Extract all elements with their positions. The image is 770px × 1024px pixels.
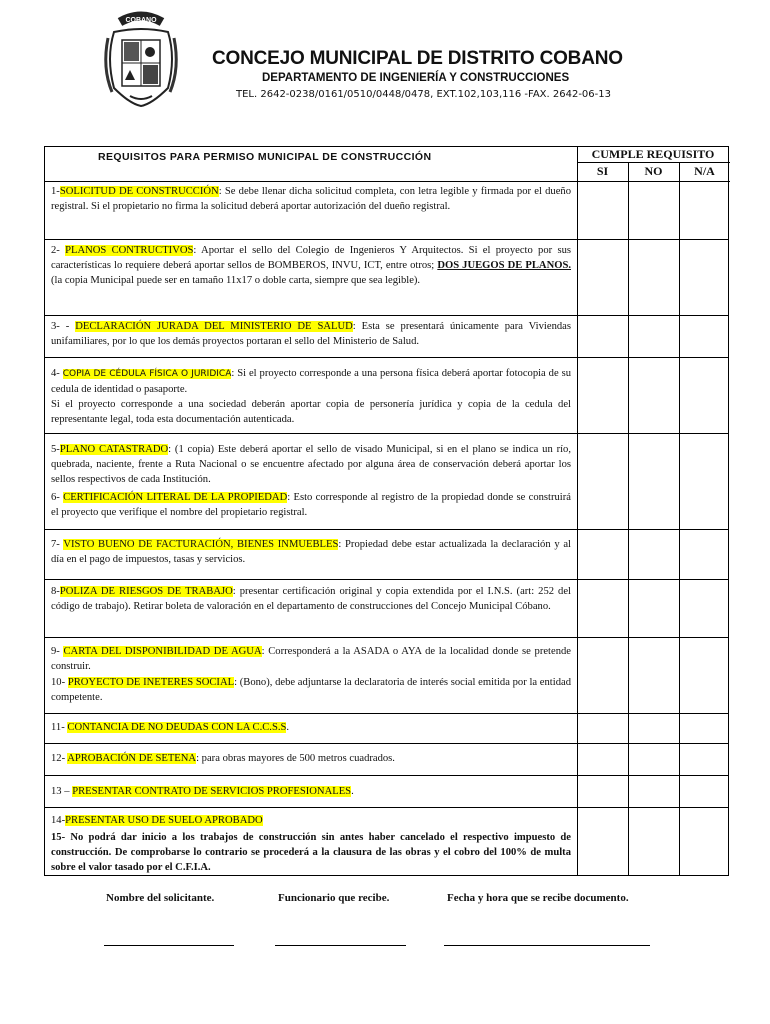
requirement-title: APROBACIÓN DE SETENA [67, 753, 197, 764]
requirement-row-8 [44, 580, 577, 638]
checkbox-row[interactable] [577, 434, 729, 530]
checkbox-row[interactable] [577, 240, 729, 316]
municipal-coat-of-arms [100, 8, 182, 108]
checkbox-row[interactable] [577, 580, 729, 638]
requirement-text: 1-SOLICITUD DE CONSTRUCCIÓN: Se debe llenar dicha solicitud completa, con letra legible y firmada por el dueño registral. Si el propietario no firma la solicitud deberá aportar autorización del dueño registral. [51, 186, 572, 212]
requirement-row-11 [44, 714, 577, 744]
department-name: DEPARTAMENTO DE INGENIERÍA Y CONSTRUCCIONES [262, 72, 570, 84]
column-na: N/A [679, 162, 730, 182]
checkbox-row[interactable] [577, 776, 729, 808]
official-signature-line[interactable] [275, 945, 406, 946]
checkbox-row[interactable] [577, 358, 729, 434]
requirement-row-12 [44, 744, 577, 776]
requirement-text: 11- CONTANCIA DE NO DEUDAS CON LA C.C.S.S. [51, 722, 290, 733]
checkbox-row[interactable] [577, 316, 729, 358]
official-signature-label: Funcionario que recibe. [278, 892, 390, 904]
checkbox-row[interactable] [577, 744, 729, 776]
requirement-row-2 [44, 240, 577, 316]
datetime-signature-line[interactable] [444, 945, 650, 946]
construction-tax-notice: 15- No podrá dar inicio a los trabajos de construcción sin antes haber cancelado el respectivo impuesto de construcción. De comprobarse lo contrario se procederá a la clausura de las obras y el cobro del 100% de multa sobre el valor tasado por el C.F.I.A. [51, 832, 571, 873]
datetime-signature-label: Fecha y hora que se recibe documento. [447, 892, 629, 904]
requirement-title: CONTANCIA DE NO DEUDAS CON LA C.C.S.S [67, 722, 287, 733]
requirement-title: DECLARACIÓN JURADA DEL MINISTERIO DE SALUD [75, 321, 353, 332]
requirements-header-label: REQUISITOS PARA PERMISO MUNICIPAL DE CONSTRUCCIÓN [98, 151, 432, 163]
requirement-row-14-15 [44, 808, 577, 876]
requirement-title: PRESENTAR CONTRATO DE SERVICIOS PROFESIONALES [72, 786, 352, 797]
requirement-title: PLANO CATASTRADO [59, 444, 169, 455]
requirement-row-4 [44, 358, 577, 434]
document-title: CONCEJO MUNICIPAL DE DISTRITO COBANO [212, 48, 623, 69]
checkbox-row[interactable] [577, 638, 729, 714]
requirement-text: 12- APROBACIÓN DE SETENA: para obras mayores de 500 metros cuadrados. [51, 753, 395, 764]
requirement-text: 9- CARTA DEL DISPONIBILIDAD DE AGUA: Corresponderá a la ASADA o AYA de la localidad donde se pretende construir. [51, 646, 571, 672]
logo-text: COBANO [125, 17, 157, 24]
requirement-text: 13 – PRESENTAR CONTRATO DE SERVICIOS PROFESIONALES. [51, 786, 354, 797]
checkbox-row[interactable] [577, 714, 729, 744]
requirement-row-1 [44, 182, 577, 240]
requirement-row-5-6 [44, 434, 577, 530]
requirement-title: CERTIFICACIÓN LITERAL DE LA PROPIEDAD [63, 492, 288, 503]
requirement-title: PROYECTO DE INETERES SOCIAL [67, 677, 235, 688]
column-no: NO [628, 162, 679, 182]
checkbox-row[interactable] [577, 182, 729, 240]
cumple-requisito-header: CUMPLE REQUISITO [591, 147, 715, 161]
column-si: SI [577, 162, 628, 182]
requirement-row-7 [44, 530, 577, 580]
requirement-text: 3- - DECLARACIÓN JURADA DEL MINISTERIO DE SALUD: Esta se presentará únicamente para Viviendas unifamiliares, por lo que los demás proyectos portaran el sello del Ministerio de Salud. [51, 321, 571, 347]
requirement-title: VISTO BUENO DE FACTURACIÓN, BIENES INMUEBLES [63, 539, 339, 550]
requirement-title: PRESENTAR USO DE SUELO APROBADO [65, 815, 263, 826]
requirement-text: 8-POLIZA DE RIESGOS DE TRABAJO: presentar certificación original y copia extendida por el I.N.S. (art: 252 del código de trabajo). Retirar boleta de valoración en el departamento de construcciones del Concejo Municipal Cóbano. [51, 586, 571, 612]
requirement-text: 4- COPIA DE CÉDULA FÍSICA O JURIDICA: Si el proyecto corresponde a una persona física deberá aportar fotocopia de su cedula de identidad o pasaporte. Si el proyecto corresponde a una sociedad deberán aportar copia de personería jurídica y copia de la cedula del representante legal, toda esta documentación autenticada. [51, 368, 571, 425]
requirement-text: 14-PRESENTAR USO DE SUELO APROBADO [51, 815, 263, 826]
requirement-text: 6- CERTIFICACIÓN LITERAL DE LA PROPIEDAD: Esto corresponde al registro de la propiedad donde se construirá el proyecto que verifique el nombre del propietario registral. [51, 492, 571, 518]
requirement-title: CARTA DEL DISPONIBILIDAD DE AGUA [63, 646, 262, 657]
requirement-title: SOLICITUD DE CONSTRUCCIÓN [59, 186, 219, 197]
requirement-title: POLIZA DE RIESGOS DE TRABAJO [59, 586, 233, 597]
requirement-row-9-10 [44, 638, 577, 714]
requirement-text: 2- PLANOS CONTRUCTIVOS: Aportar el sello del Colegio de Ingenieros Y Arquitectos. Si el proyecto por sus características lo requiere deberá aportar sellos de BOMBEROS, INVU, ICT, entre otros; DOS JUEGOS DE PLANOS. (la copia Municipal puede ser en tamaño 11x17 o doble carta, siempre que sea legible). [51, 245, 571, 286]
requirement-row-3 [44, 316, 577, 358]
applicant-signature-line[interactable] [104, 945, 234, 946]
requirement-text: 5-PLANO CATASTRADO: (1 copia) Este deberá aportar el sello de visado Municipal, si en el plano se indica un río, quebrada, naciente, frente a Ruta Nacional o se encuentre afectado por alguna área de conservación deberá aportar los sellos respectivos de cada Institución. [51, 444, 571, 485]
requirements-header [44, 146, 577, 182]
requirement-row-13 [44, 776, 577, 808]
contact-phones: TEL. 2642-0238/0161/0510/0448/0478, EXT.102,103,116 -FAX. 2642-06-13 [236, 89, 611, 100]
requirement-title: COPIA DE CÉDULA FÍSICA O JURIDICA [62, 369, 232, 379]
requirement-title: PLANOS CONTRUCTIVOS [65, 245, 194, 256]
checkbox-row[interactable] [577, 530, 729, 580]
applicant-signature-label: Nombre del solicitante. [106, 892, 215, 904]
requirement-text: 10- PROYECTO DE INETERES SOCIAL: (Bono), debe adjuntarse la declaratoria de interés social emitida por la entidad competente. [51, 677, 571, 703]
requirement-text: 7- VISTO BUENO DE FACTURACIÓN, BIENES INMUEBLES: Propiedad debe estar actualizada la declaración y al día en el pago de impuestos, tasas y servicios. [51, 539, 571, 565]
